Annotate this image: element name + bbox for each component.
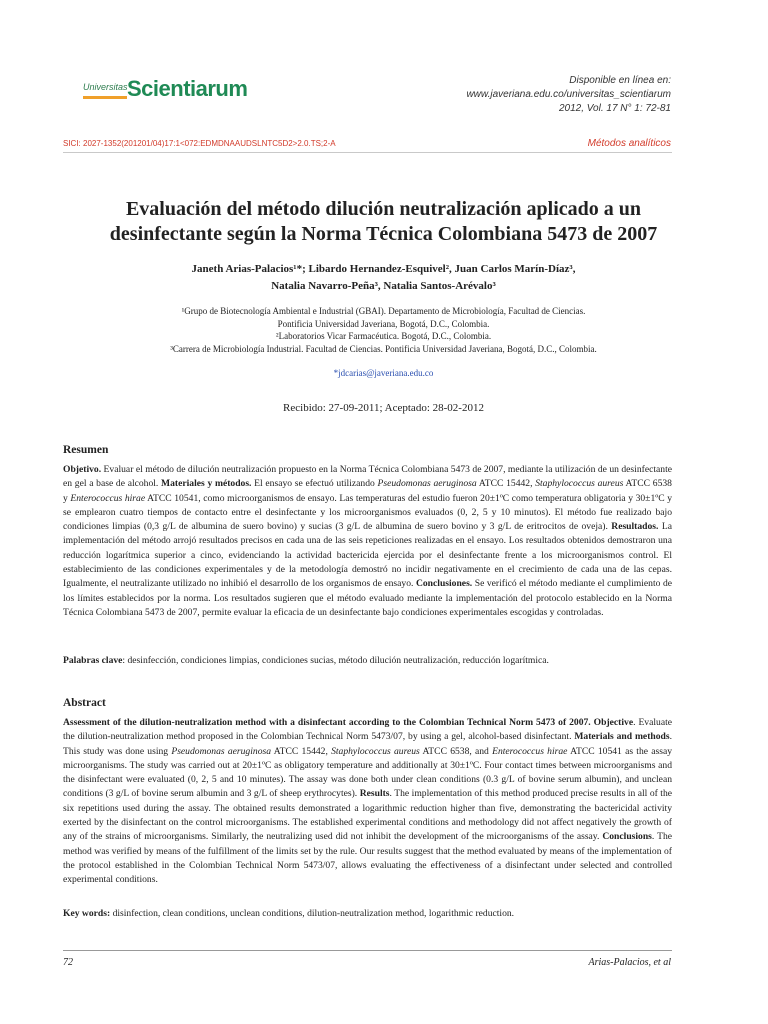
article-title <box>63 197 704 247</box>
objective-text: . Evaluate the dilution-neutralization method proposed in the Colombian Technical Norm 5473/07, by using a gel, alcohol-based disinfectant. <box>63 717 673 743</box>
materiales-text-2: ATCC 15442, <box>476 478 536 490</box>
abstract-subtitle: Assessment of the dilution-neutralization method with a disinfectant according to the Colombian Technical Norm 5473 of 2007. <box>63 717 591 728</box>
logo-bar <box>83 96 127 99</box>
footer-divider <box>63 950 672 951</box>
materials-text-2: ATCC 15442, <box>271 745 332 757</box>
header-divider <box>63 152 672 153</box>
page-number: 72 <box>63 957 73 968</box>
resumen-heading: Resumen <box>63 444 109 456</box>
abstract-heading: Abstract <box>63 697 106 709</box>
conclusions-text: . The method was verified by means of the fulfillment of the limits set by the rule. Our results suggest that the method evaluated by means of the implementation of the protocol established in the Colombian Technical Norm 5473/07, allows evaluating the effectiveness of a disinfectant under selected and controlled experimental conditions. <box>63 831 672 886</box>
species-3: Enterococcus hirae <box>70 492 146 504</box>
authors-line-2: Natalia Navarro-Peña³, Natalia Santos-Arévalo³ <box>271 280 496 292</box>
palabras-clave-label: Palabras clave <box>63 655 123 666</box>
availability-label: Disponible en línea en: <box>569 75 671 86</box>
materiales-text-3: ATCC 6538 y <box>63 478 672 504</box>
species-1: Pseudomonas aeruginosa <box>377 478 477 490</box>
affiliation-1: ¹Grupo de Biotecnología Ambiental e Industrial (GBAI). Departamento de Microbiología, Facultad de Ciencias. <box>181 306 586 316</box>
title-line-1: Evaluación del método dilución neutralización aplicado a un <box>125 198 642 220</box>
objetivo-label: Objetivo. <box>63 464 102 475</box>
materiales-text-1: El ensayo se efectuó utilizando <box>251 478 378 490</box>
authors-line-1: Janeth Arias-Palacios¹*; Libardo Hernandez-Esquivel², Juan Carlos Marín-Díaz³, <box>191 263 576 275</box>
authors <box>63 261 704 295</box>
materials-label: Materials and methods <box>574 731 670 743</box>
received-accepted-dates: Recibido: 27-09-2011; Aceptado: 28-02-2012 <box>283 402 484 414</box>
results-label: Results <box>359 788 390 800</box>
species-en-1: Pseudomonas aeruginosa <box>171 745 272 757</box>
key-words-label: Key words: <box>63 908 111 919</box>
materiales-text-4: ATCC 10541, como microorganismos de ensayo. Las temperaturas del estudio fueron 20±1ºC como temperatura obligatoria y 30±1ºC y se emplearon cuatro tiempos de contacto entre el desinfectante y los microorganismos evaluados (0, 2, 5 y 10 minutos). El método fue realizado bajo condiciones limpias (0,3 g/L de albumina de suero bovino) y sucias (3 g/L de albumina de suero bovino y 3 g/L de eritrocitos de oveja). <box>63 492 672 533</box>
volume-info: 2012, Vol. 17 N° 1: 72-81 <box>558 103 671 114</box>
conclusions-label: Conclusions <box>602 831 652 843</box>
abstract-body <box>63 716 672 888</box>
affiliation-2: ²Laboratorios Vicar Farmacéutica. Bogotá, D.C., Colombia. <box>275 331 492 341</box>
species-en-2: Staphylococcus aureus <box>331 745 420 757</box>
species-2: Staphylococcus aureus <box>535 478 624 490</box>
objective-label: Objective <box>593 717 634 728</box>
sici-code: SICI: 2027-1352(201201/04)17:1<072:EDMDNAAUDSLNTC5D2>2.0.TS;2-A <box>63 139 336 148</box>
affiliation-3: ³Carrera de Microbiología Industrial. Facultad de Ciencias. Pontificia Universidad Javeriana, Bogotá, D.C., Colombia. <box>170 343 597 354</box>
resultados-text: La implementación del método arrojó resultados precisos en cada una de las seis repeticiones realizadas en el ensayo. Los resultados obtenidos demostraron una reducción logarítmica superior a cinco, evidenciando la actividad bactericida ejercida por el desinfectante frente a los microorganismos control. El establecimiento de las condiciones experimentales y de la metodología demostró no incidir negativamente en el crecimiento de cada una de las cepas. Igualmente, el neutralizante utilizado no inhibió el desarrollo de los organismos de ensayo. <box>63 521 672 590</box>
materials-text-3: ATCC 6538, and <box>419 745 493 757</box>
materiales-label: Materiales y métodos. <box>161 478 252 490</box>
key-words <box>63 907 672 921</box>
resultados-label: Resultados. <box>611 521 659 533</box>
availability-block <box>466 74 671 116</box>
affiliations <box>63 305 704 355</box>
corresponding-email[interactable]: *jdcarias@javeriana.edu.co <box>333 368 434 378</box>
materials-text-4: ATCC 10541 as the assay microorganisms. The study was carried out at 20±1ºC as obligatory temperature and additionally at 30±1ºC. Four contact times between microorganisms and the disinfectant were evaluated (0, 2, 5 and 10 minutes). The assay was done both under clean conditions (0.3 g/L of bovine serum albumin), and unclean conditions (3 g/L of bovine serum albumin and 3 g/L of sheep erythrocytes). <box>63 745 673 800</box>
key-words-text: disinfection, clean conditions, unclean conditions, dilution-neutralization method, logarithmic reduction. <box>110 908 515 919</box>
conclusiones-text: Se verificó el método mediante el cumplimiento de los límites establecidos por la norma. Los resultados sugieren que el método evaluado mediante la implementación del protocolo establecido en la Norma Técnica Colombiana 5473 de 2007, permite evaluar la eficacia de un desinfectante bajo condiciones experimentales escogidas y controladas. <box>63 578 672 618</box>
objetivo-text: Evaluar el método de dilución neutralización propuesto en la Norma Técnica Colombiana 5473 de 2007, mediante la utilización de un desinfectante en gel a base de alcohol. <box>63 464 672 490</box>
materials-text-1: . This study was done using <box>63 731 672 757</box>
logo-big-text: Scientiarum <box>127 76 248 101</box>
conclusiones-label: Conclusiones. <box>415 578 473 590</box>
journal-logo <box>83 76 248 104</box>
title-line-2: desinfectante según la Norma Técnica Colombiana 5473 de 2007 <box>109 223 658 245</box>
resumen-body <box>63 463 672 620</box>
species-en-3: Enterococcus hirae <box>492 745 568 757</box>
section-label: Métodos analíticos <box>587 138 671 149</box>
running-head: Arias-Palacios, et al <box>588 957 671 968</box>
palabras-clave <box>63 654 672 668</box>
availability-url[interactable]: www.javeriana.edu.co/universitas_scientiarum <box>466 89 671 100</box>
results-text: . The implementation of this method produced precise results in all of the six repetitions used during the assay. The obtained results demonstrated a logarithmic reduction higher than five, demonstrating the bactericidal activity exerted by the disinfectant on the control microorganisms. The established experimental conditions and methodology did not affect negatively the growth of any of the strains of microorganisms. Similarly, the neutralizing used did not inhibit the development of the microorganisms of the assay. <box>63 788 673 843</box>
affiliation-1b: Pontificia Universidad Javeriana, Bogotá, D.C., Colombia. <box>277 318 490 329</box>
logo-small-text: Universitas <box>83 82 128 92</box>
palabras-clave-text: : desinfección, condiciones limpias, condiciones sucias, método dilución neutralización, reducción logarítmica. <box>122 655 549 666</box>
